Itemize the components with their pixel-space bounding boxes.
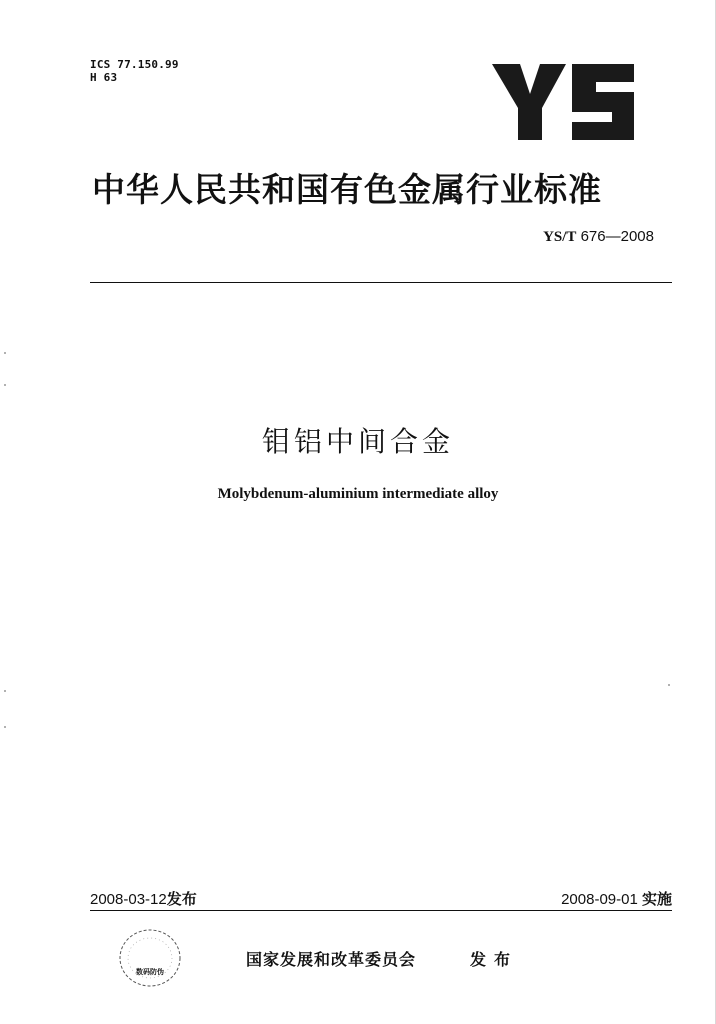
footer-divider (90, 910, 672, 911)
issue-date-value: 2008-03-12 (90, 891, 167, 908)
publisher-name: 国家发展和改革委员会 (246, 950, 417, 969)
ys-logo-letter-y (492, 64, 566, 140)
ys-logo (490, 60, 638, 144)
ys-logo-letter-s (572, 64, 634, 140)
anti-counterfeit-seal (118, 928, 182, 988)
document-title-chinese: 钼铝中间合金 (261, 425, 454, 458)
scan-speck (4, 352, 6, 354)
document-title-english: Molybdenum-aluminium intermediate alloy (217, 486, 499, 502)
standard-category-title: 中华人民共和国有色金属行业标准 (92, 170, 602, 209)
standard-number (543, 228, 654, 246)
implementation-date-value: 2008-09-01 (561, 891, 638, 908)
scan-speck (4, 726, 6, 728)
seal-text: 数码防伪 (136, 968, 164, 976)
ccs-code: H 63 (90, 71, 118, 84)
scan-speck (668, 684, 670, 686)
standard-code: YS/T (543, 229, 577, 245)
ics-code: ICS 77.150.99 (90, 58, 179, 71)
implementation-date-suffix: 实施 (641, 890, 672, 908)
issue-date (90, 888, 197, 909)
header-divider (90, 282, 672, 283)
classification-block (90, 58, 179, 84)
implementation-date (561, 888, 672, 909)
scan-speck (4, 690, 6, 692)
publish-verb: 发布 (470, 950, 519, 969)
standard-number-value: 676—2008 (580, 228, 654, 245)
scan-speck (4, 384, 6, 386)
issue-date-suffix: 发布 (166, 890, 197, 908)
